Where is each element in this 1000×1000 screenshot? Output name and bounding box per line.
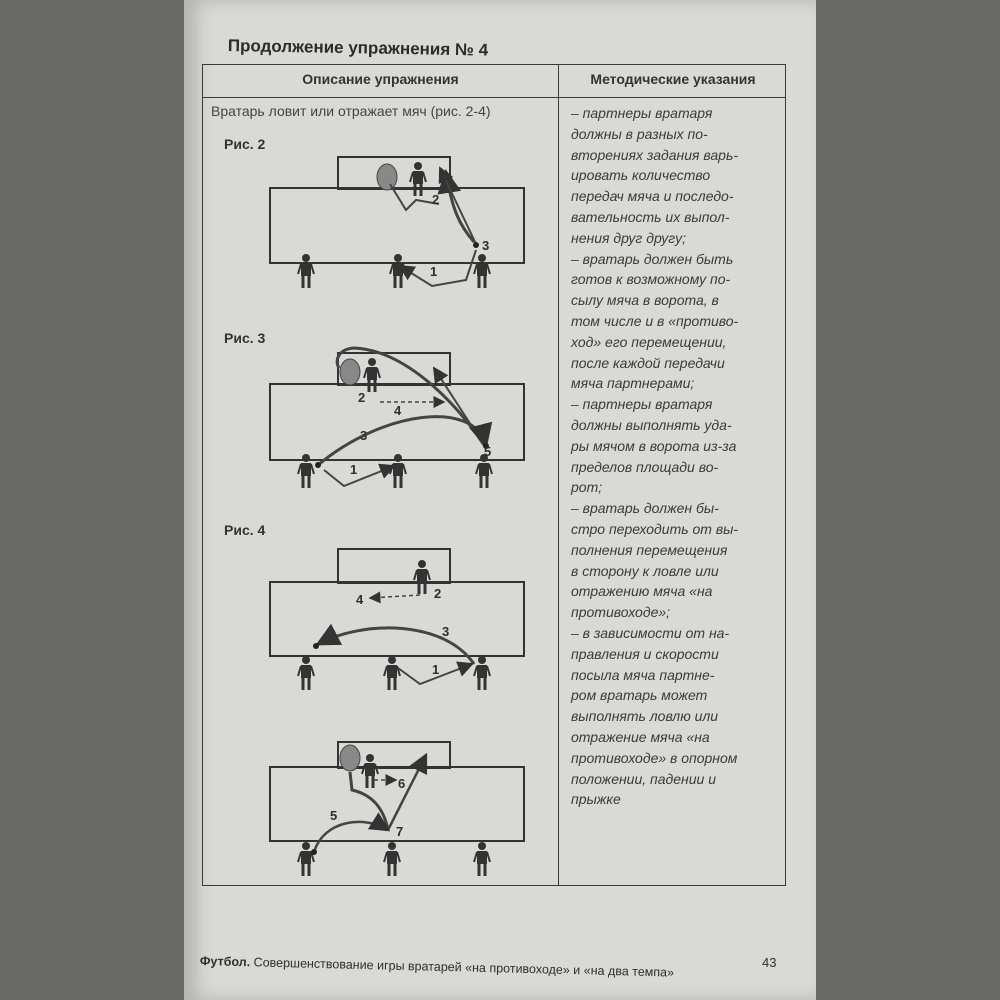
fig3-label-1: 1 [350,462,358,477]
fig3-label-4: 4 [394,403,402,418]
figure-3-label: Рис. 3 [224,330,266,346]
fig3-label-3: 3 [360,428,368,443]
fig3-label-5: 5 [484,444,492,459]
book-page [184,0,816,1000]
fig2-label-3: 3 [482,238,490,253]
fig4-label-1: 1 [432,662,440,677]
figure-3-diagram [270,348,524,488]
exercise-intro: Вратарь ловит или отражает мяч (рис. 2-4) [211,103,491,119]
fig5-label-5: 5 [330,808,338,823]
figure-5-diagram [270,742,524,876]
header-description: Описание упражнения [302,71,459,87]
footer-text: Совершенствование игры вратарей «на противоходе» и «на два темпа» [250,955,675,980]
fig4-label-2: 2 [434,586,442,601]
fig5-label-7: 7 [396,824,404,839]
figure-4-diagram [270,549,524,690]
exercise-diagrams [184,0,816,1000]
footer-bold: Футбол. [199,954,251,970]
fig3-label-2: 2 [358,390,366,405]
fig5-label-6: 6 [398,776,406,791]
methodical-notes: – партнеры вратаря должны в разных по- вторениях задания варь- ировать количество передач мяча и последо- вательность их выпол- нения друг другу; – вратарь должен быть готов к возможному по- сылу мяча в ворота, в том числе и в «противо- ход» его перемещении, после каждой передачи мяча партнерами; – партнеры вратаря должны выполнять уда- ры мячом в ворота из-за пределов площади во- рот; – вратарь должен бы- стро переходить от вы- полнения перемещения в сторону к ловле или отражению мяча «на противоходе»; – в зависимости от на- правления и скорости посыла мяча партне- ром вратарь может выполнять ловлю или отражение мяча «на противоходе» в опорном положении, падении и прыжке [571,105,739,808]
header-guidelines: Методические указания [590,71,756,87]
figure-2-label: Рис. 2 [224,136,266,152]
fig4-label-4: 4 [356,592,364,607]
fig2-label-2: 2 [432,192,440,207]
fig4-label-3: 3 [442,624,450,639]
fig2-label-1: 1 [430,264,438,279]
figure-4-label: Рис. 4 [224,522,266,538]
page-title: Продолжение упражнения № 4 [227,36,489,60]
figure-2-diagram [270,157,524,288]
page-number: 43 [762,955,777,970]
